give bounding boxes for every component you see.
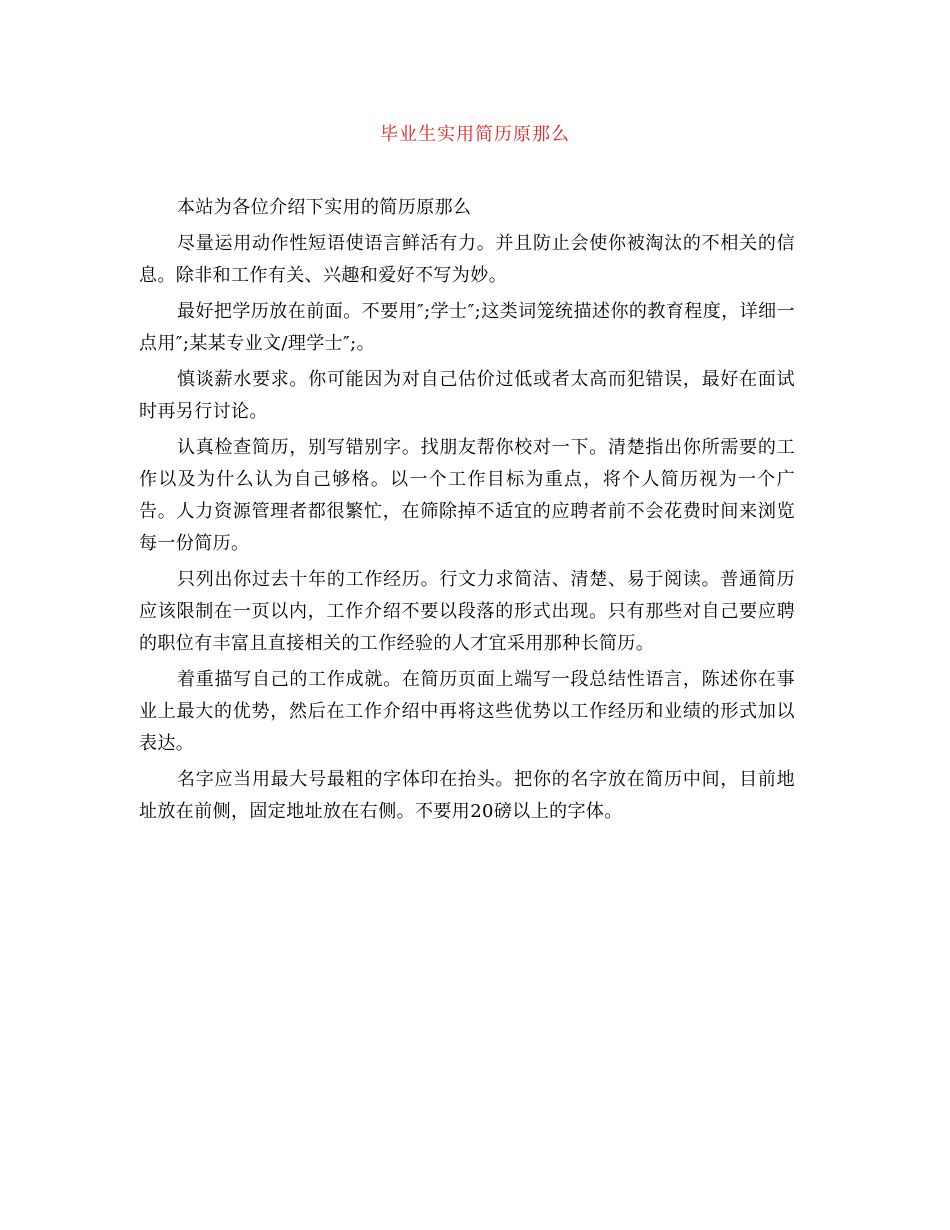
paragraph: 最好把学历放在前面。不要用″;学士″;这类词笼统描述你的教育程度，详细一点用″;某某专业文/理学士″;。: [139, 301, 795, 354]
paragraph: 名字应当用最大号最粗的字体印在抬头。把你的名字放在简历中间，目前地址放在前侧，固定地址放在右侧。不要用20磅以上的字体。: [139, 769, 795, 822]
paragraph: 本站为各位介绍下实用的简历原那么: [177, 197, 472, 218]
paragraph: 慎谈薪水要求。你可能因为对自己估价过低或者太高而犯错误，最好在面试时再另行讨论。: [139, 369, 795, 422]
paragraph: 只列出你过去十年的工作经历。行文力求简洁、清楚、易于阅读。普通简历应该限制在一页以内，工作介绍不要以段落的形式出现。只有那些对自己要应聘的职位有丰富且直接相关的工作经验的人才宜采用那种长简历。: [139, 569, 795, 654]
paragraph: 尽量运用动作性短语使语言鲜活有力。并且防止会使你被淘汰的不相关的信息。除非和工作有关、兴趣和爱好不写为妙。: [139, 233, 795, 286]
document-title: 毕业生实用简历原那么: [380, 124, 570, 145]
document-body: [139, 192, 795, 832]
paragraph: 认真检查简历，别写错别字。找朋友帮你校对一下。清楚指出你所需要的工作以及为什么认为自己够格。以一个工作目标为重点，将个人简历视为一个广告。人力资源管理者都很繁忙，在筛除掉不适宜的应聘者前不会花费时间来浏览每一份简历。: [139, 437, 795, 554]
paragraph: 着重描写自己的工作成就。在简历页面上端写一段总结性语言，陈述你在事业上最大的优势，然后在工作介绍中再将这些优势以工作经历和业绩的形式加以表达。: [139, 669, 795, 754]
